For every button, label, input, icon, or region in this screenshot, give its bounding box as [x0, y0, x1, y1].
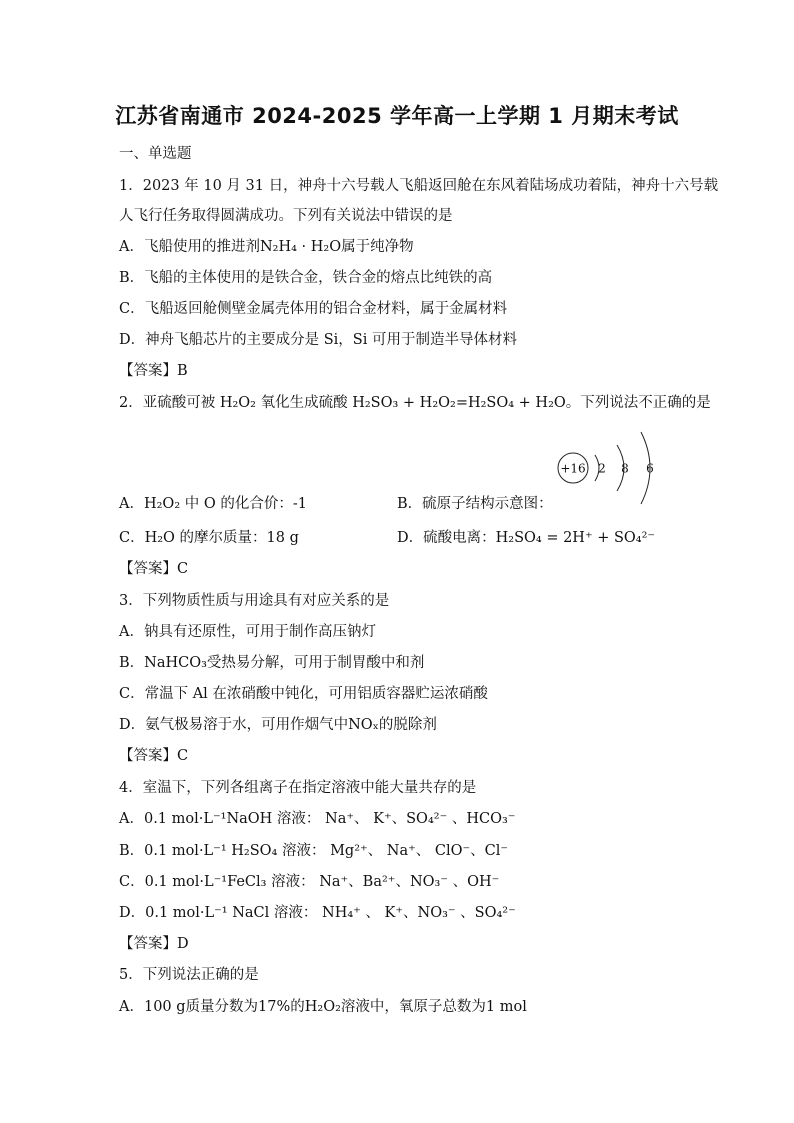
shell-1-electrons: 2	[598, 461, 606, 476]
q1-stem-line1: 1．2023 年 10 月 31 日，神舟十六号载人飞船返回舱在东风着陆场成功着陆，神舟十六号载	[119, 178, 719, 194]
page-title: 江苏省南通市 2024-2025 学年高一上学期 1 月期末考试	[115, 104, 679, 128]
q1-option-a: A．飞船使用的推进剂N₂H₄ · H₂O属于纯净物	[119, 239, 414, 255]
q1-stem-line2: 人飞行任务取得圆满成功。下列有关说法中错误的是	[119, 208, 453, 224]
q4-answer: 【答案】D	[119, 936, 189, 952]
q2-answer: 【答案】C	[119, 561, 189, 577]
q2-option-d: D．硫酸电离：H₂SO₄ = 2H⁺ + SO₄²⁻	[397, 530, 656, 546]
section-heading: 一、单选题	[119, 146, 192, 162]
q4-option-c: C．0.1 mol·L⁻¹FeCl₃ 溶液： Na⁺、Ba²⁺、NO₃⁻ 、OH⁻	[119, 874, 500, 890]
q2-stem: 2．亚硫酸可被 H₂O₂ 氧化生成硫酸 H₂SO₃ + H₂O₂=H₂SO₄ + H₂O。下列说法不正确的是	[119, 395, 711, 411]
nucleus-charge: +16	[560, 461, 586, 476]
q3-option-a: A．钠具有还原性，可用于制作高压钠灯	[119, 624, 376, 640]
q1-answer: 【答案】B	[119, 363, 188, 379]
q3-answer: 【答案】C	[119, 748, 189, 764]
q2-option-c: C．H₂O 的摩尔质量：18 g	[119, 530, 299, 546]
q3-stem: 3．下列物质性质与用途具有对应关系的是	[119, 593, 390, 609]
q5-stem: 5．下列说法正确的是	[119, 967, 259, 983]
q4-stem: 4．室温下，下列各组离子在指定溶液中能大量共存的是	[119, 780, 477, 796]
q2-option-b: B．硫原子结构示意图：	[397, 496, 553, 512]
q1-option-d: D．神舟飞船芯片的主要成分是 Si，Si 可用于制造半导体材料	[119, 332, 517, 348]
sulfur-atom-structure-diagram	[555, 428, 665, 508]
shell-3-electrons: 6	[646, 461, 654, 476]
q1-option-b: B．飞船的主体使用的是铁合金，铁合金的熔点比纯铁的高	[119, 270, 493, 286]
q4-option-d: D．0.1 mol·L⁻¹ NaCl 溶液： NH₄⁺ 、 K⁺、NO₃⁻ 、SO₄²⁻	[119, 905, 516, 921]
q4-option-b: B．0.1 mol·L⁻¹ H₂SO₄ 溶液： Mg²⁺、 Na⁺、 ClO⁻、Cl⁻	[119, 843, 509, 859]
q5-option-a: A．100 g质量分数为17%的H₂O₂溶液中，氧原子总数为1 mol	[119, 999, 527, 1015]
q1-option-c: C．飞船返回舱侧壁金属壳体用的铝合金材料，属于金属材料	[119, 301, 508, 317]
q3-option-c: C．常温下 Al 在浓硝酸中钝化，可用铝质容器贮运浓硝酸	[119, 686, 488, 702]
q4-option-a: A．0.1 mol·L⁻¹NaOH 溶液： Na⁺、 K⁺、SO₄²⁻ 、HCO₃⁻	[119, 811, 516, 827]
q3-option-d: D．氨气极易溶于水，可用作烟气中NOₓ的脱除剂	[119, 717, 437, 733]
q3-option-b: B．NaHCO₃受热易分解，可用于制胃酸中和剂	[119, 655, 425, 671]
shell-2-electrons: 8	[621, 461, 629, 476]
q2-option-a: A．H₂O₂ 中 O 的化合价：-1	[119, 496, 307, 512]
